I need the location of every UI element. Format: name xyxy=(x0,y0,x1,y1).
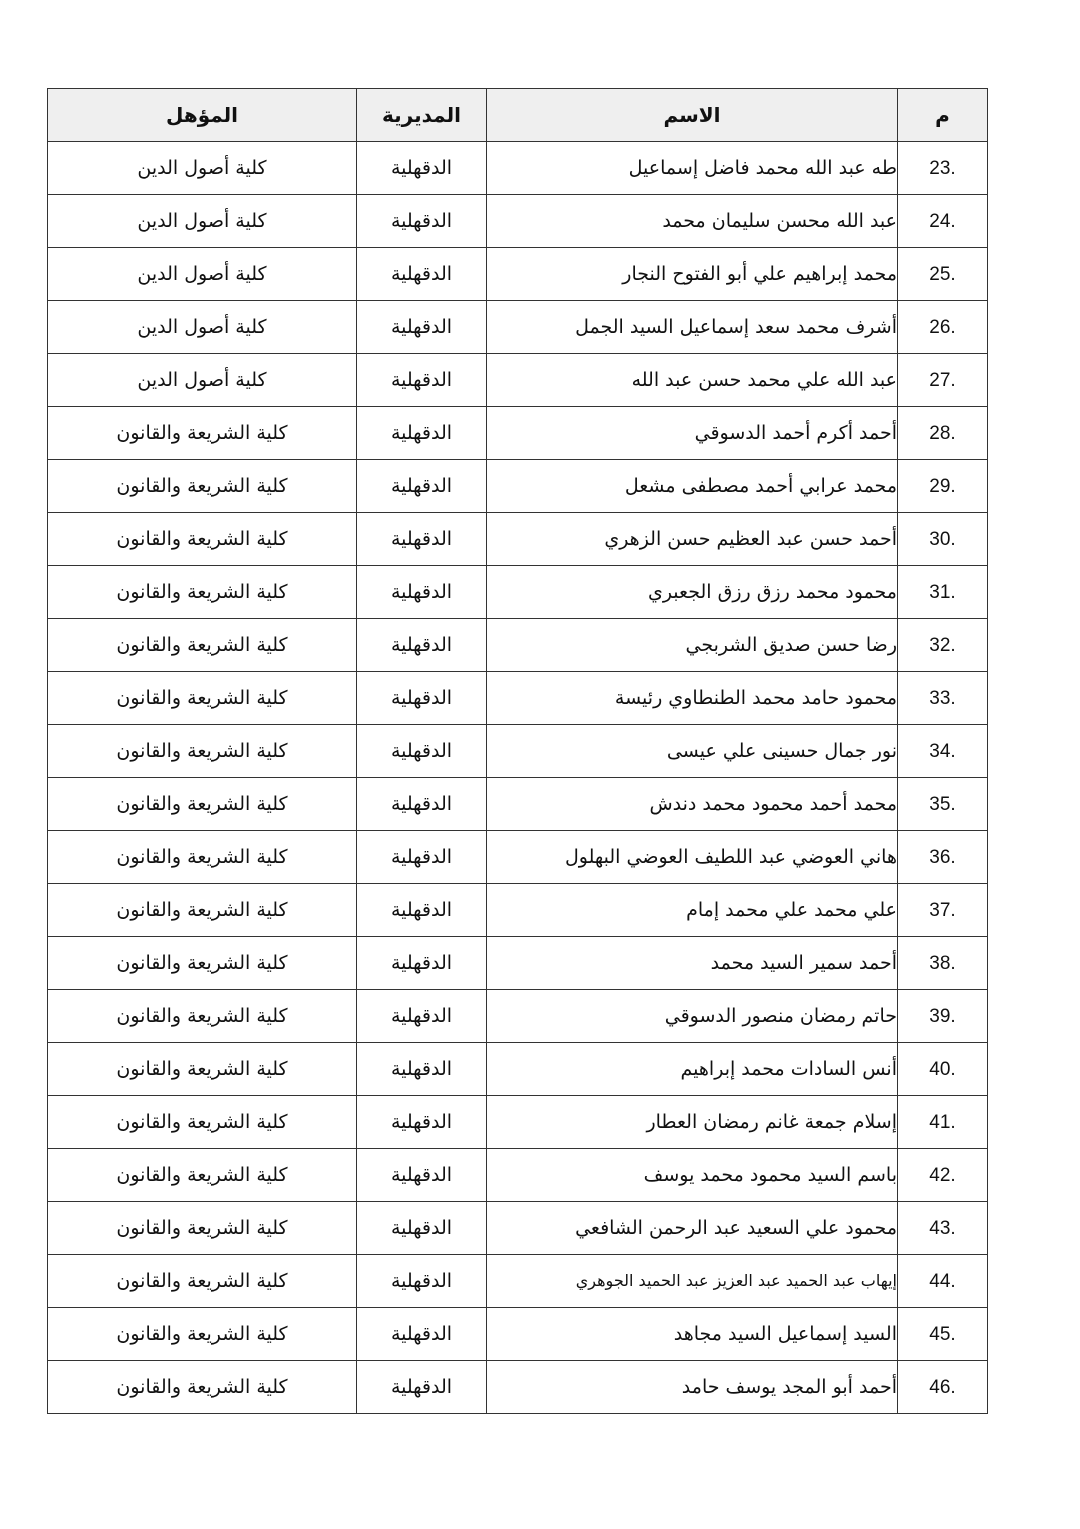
row-qualification-cell: كلية الشريعة والقانون xyxy=(48,619,357,672)
row-directorate-cell: الدقهلية xyxy=(357,831,487,884)
table-row xyxy=(48,725,988,778)
row-qualification-cell: كلية الشريعة والقانون xyxy=(48,937,357,990)
row-name-cell: أحمد حسن عبد العظيم حسن الزهري xyxy=(487,513,898,566)
row-qualification-cell: كلية أصول الدين xyxy=(48,354,357,407)
row-directorate-cell: الدقهلية xyxy=(357,1202,487,1255)
row-num-cell: 39. xyxy=(898,990,988,1043)
row-num-cell: 42. xyxy=(898,1149,988,1202)
document-page xyxy=(47,88,987,1414)
row-directorate-cell: الدقهلية xyxy=(357,672,487,725)
row-num-cell: 37. xyxy=(898,884,988,937)
table-row xyxy=(48,937,988,990)
table-row xyxy=(48,513,988,566)
row-directorate-cell: الدقهلية xyxy=(357,195,487,248)
row-qualification-cell: كلية أصول الدين xyxy=(48,248,357,301)
header-num: م xyxy=(898,89,988,142)
table-row xyxy=(48,884,988,937)
table-row xyxy=(48,248,988,301)
header-directorate: المديرية xyxy=(357,89,487,142)
table-row xyxy=(48,619,988,672)
row-name-cell: أنس السادات محمد إبراهيم xyxy=(487,1043,898,1096)
row-directorate-cell: الدقهلية xyxy=(357,884,487,937)
row-directorate-cell: الدقهلية xyxy=(357,354,487,407)
row-name-cell: علي محمد علي محمد إمام xyxy=(487,884,898,937)
row-qualification-cell: كلية أصول الدين xyxy=(48,142,357,195)
row-directorate-cell: الدقهلية xyxy=(357,513,487,566)
header-name: الاسم xyxy=(487,89,898,142)
row-qualification-cell: كلية أصول الدين xyxy=(48,195,357,248)
row-name-cell: إيهاب عبد الحميد عبد العزيز عبد الحميد الجوهري xyxy=(487,1255,898,1308)
row-directorate-cell: الدقهلية xyxy=(357,778,487,831)
row-directorate-cell: الدقهلية xyxy=(357,460,487,513)
table-row xyxy=(48,672,988,725)
row-name-cell: عبد الله محسن سليمان محمد xyxy=(487,195,898,248)
row-qualification-cell: كلية الشريعة والقانون xyxy=(48,1096,357,1149)
row-directorate-cell: الدقهلية xyxy=(357,566,487,619)
row-name-cell: أشرف محمد سعد إسماعيل السيد الجمل xyxy=(487,301,898,354)
table-row xyxy=(48,1308,988,1361)
row-name-cell: هاني العوضي عبد اللطيف العوضي البهلول xyxy=(487,831,898,884)
row-name-cell: محمود محمد رزق رزق الجعبري xyxy=(487,566,898,619)
table-row xyxy=(48,1361,988,1414)
row-num-cell: 31. xyxy=(898,566,988,619)
row-name-cell: محمود حامد محمد الطنطاوي رئيسة xyxy=(487,672,898,725)
row-qualification-cell: كلية الشريعة والقانون xyxy=(48,725,357,778)
row-num-cell: 27. xyxy=(898,354,988,407)
row-directorate-cell: الدقهلية xyxy=(357,1096,487,1149)
row-directorate-cell: الدقهلية xyxy=(357,248,487,301)
table-row xyxy=(48,142,988,195)
row-qualification-cell: كلية الشريعة والقانون xyxy=(48,1255,357,1308)
row-num-cell: 24. xyxy=(898,195,988,248)
row-name-cell: إسلام جمعة غانم رمضان العطار xyxy=(487,1096,898,1149)
row-num-cell: 46. xyxy=(898,1361,988,1414)
row-directorate-cell: الدقهلية xyxy=(357,1255,487,1308)
row-directorate-cell: الدقهلية xyxy=(357,1361,487,1414)
row-name-cell: السيد إسماعيل السيد مجاهد xyxy=(487,1308,898,1361)
table-row xyxy=(48,1043,988,1096)
row-num-cell: 29. xyxy=(898,460,988,513)
row-num-cell: 33. xyxy=(898,672,988,725)
row-directorate-cell: الدقهلية xyxy=(357,937,487,990)
row-qualification-cell: كلية الشريعة والقانون xyxy=(48,566,357,619)
table-row xyxy=(48,195,988,248)
row-num-cell: 23. xyxy=(898,142,988,195)
row-directorate-cell: الدقهلية xyxy=(357,990,487,1043)
row-name-cell: طه عبد الله محمد فاضل إسماعيل xyxy=(487,142,898,195)
row-num-cell: 43. xyxy=(898,1202,988,1255)
row-directorate-cell: الدقهلية xyxy=(357,407,487,460)
row-directorate-cell: الدقهلية xyxy=(357,1149,487,1202)
table-row xyxy=(48,778,988,831)
row-qualification-cell: كلية الشريعة والقانون xyxy=(48,407,357,460)
row-num-cell: 45. xyxy=(898,1308,988,1361)
row-directorate-cell: الدقهلية xyxy=(357,1043,487,1096)
table-row xyxy=(48,831,988,884)
row-num-cell: 36. xyxy=(898,831,988,884)
table-row xyxy=(48,301,988,354)
row-name-cell: أحمد سمير السيد محمد xyxy=(487,937,898,990)
row-qualification-cell: كلية الشريعة والقانون xyxy=(48,778,357,831)
row-num-cell: 28. xyxy=(898,407,988,460)
row-num-cell: 40. xyxy=(898,1043,988,1096)
row-name-cell: عبد الله علي محمد حسن عبد الله xyxy=(487,354,898,407)
row-name-cell: نور جمال حسينى علي عيسى xyxy=(487,725,898,778)
row-qualification-cell: كلية الشريعة والقانون xyxy=(48,1202,357,1255)
row-name-cell: رضا حسن صديق الشربجي xyxy=(487,619,898,672)
row-qualification-cell: كلية الشريعة والقانون xyxy=(48,1043,357,1096)
table-row xyxy=(48,1255,988,1308)
table-header-row xyxy=(48,89,988,142)
row-directorate-cell: الدقهلية xyxy=(357,725,487,778)
row-qualification-cell: كلية الشريعة والقانون xyxy=(48,1361,357,1414)
row-num-cell: 38. xyxy=(898,937,988,990)
row-name-cell: محمد عرابي أحمد مصطفى مشعل xyxy=(487,460,898,513)
row-qualification-cell: كلية الشريعة والقانون xyxy=(48,513,357,566)
row-num-cell: 30. xyxy=(898,513,988,566)
table-row xyxy=(48,407,988,460)
row-num-cell: 26. xyxy=(898,301,988,354)
row-qualification-cell: كلية الشريعة والقانون xyxy=(48,831,357,884)
row-directorate-cell: الدقهلية xyxy=(357,301,487,354)
row-name-cell: محمود علي السعيد عبد الرحمن الشافعي xyxy=(487,1202,898,1255)
table-row xyxy=(48,1149,988,1202)
table-row xyxy=(48,460,988,513)
row-name-cell: حاتم رمضان منصور الدسوقي xyxy=(487,990,898,1043)
header-qualification: المؤهل xyxy=(48,89,357,142)
row-num-cell: 35. xyxy=(898,778,988,831)
row-directorate-cell: الدقهلية xyxy=(357,142,487,195)
row-name-cell: محمد أحمد محمود محمد دندش xyxy=(487,778,898,831)
row-name-cell: باسم السيد محمود محمد يوسف xyxy=(487,1149,898,1202)
row-num-cell: 34. xyxy=(898,725,988,778)
row-num-cell: 32. xyxy=(898,619,988,672)
row-qualification-cell: كلية الشريعة والقانون xyxy=(48,990,357,1043)
row-num-cell: 41. xyxy=(898,1096,988,1149)
row-num-cell: 25. xyxy=(898,248,988,301)
roster-table xyxy=(47,88,988,1414)
table-row xyxy=(48,990,988,1043)
row-qualification-cell: كلية الشريعة والقانون xyxy=(48,1149,357,1202)
table-body xyxy=(48,142,988,1414)
row-name-cell: أحمد أبو المجد يوسف حامد xyxy=(487,1361,898,1414)
row-qualification-cell: كلية الشريعة والقانون xyxy=(48,884,357,937)
row-qualification-cell: كلية الشريعة والقانون xyxy=(48,672,357,725)
row-directorate-cell: الدقهلية xyxy=(357,619,487,672)
row-directorate-cell: الدقهلية xyxy=(357,1308,487,1361)
table-row xyxy=(48,566,988,619)
row-name-cell: أحمد أكرم أحمد الدسوقي xyxy=(487,407,898,460)
table-row xyxy=(48,1096,988,1149)
row-qualification-cell: كلية أصول الدين xyxy=(48,301,357,354)
table-row xyxy=(48,354,988,407)
row-qualification-cell: كلية الشريعة والقانون xyxy=(48,460,357,513)
row-name-cell: محمد إبراهيم علي أبو الفتوح النجار xyxy=(487,248,898,301)
table-row xyxy=(48,1202,988,1255)
row-qualification-cell: كلية الشريعة والقانون xyxy=(48,1308,357,1361)
row-num-cell: 44. xyxy=(898,1255,988,1308)
